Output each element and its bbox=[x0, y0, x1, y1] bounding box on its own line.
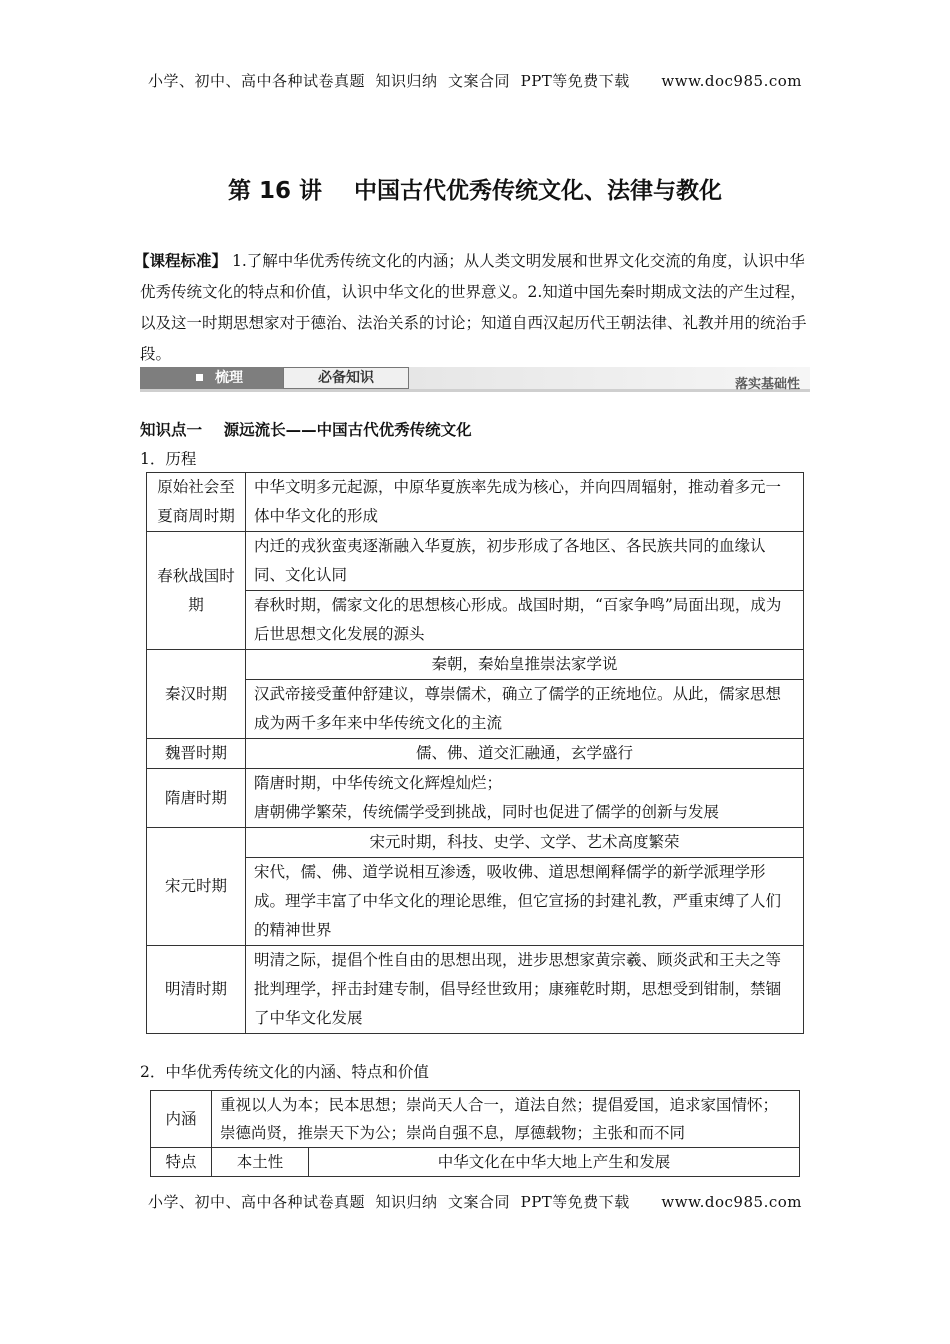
banner-tag bbox=[140, 367, 283, 389]
page-title: 第 16 讲 中国古代优秀传统文化、法律与教化 bbox=[227, 178, 723, 204]
row-label-cell: 特点 bbox=[151, 1148, 212, 1177]
period-cell: 隋唐时期 bbox=[147, 769, 246, 828]
table-row bbox=[151, 1091, 800, 1148]
period-cell: 明清时期 bbox=[147, 946, 246, 1034]
table-row bbox=[147, 828, 804, 858]
table-row bbox=[147, 591, 804, 650]
table-row bbox=[147, 946, 804, 1034]
connotation-table bbox=[150, 1090, 800, 1177]
square-bullet-icon bbox=[196, 374, 203, 381]
period-cell: 春秋战国时期 bbox=[147, 532, 246, 650]
table-row bbox=[147, 532, 804, 591]
section-banner bbox=[140, 367, 810, 393]
feature-name-cell: 本土性 bbox=[212, 1148, 309, 1177]
period-cell: 魏晋时期 bbox=[147, 739, 246, 769]
table-row bbox=[147, 858, 804, 946]
table-row bbox=[147, 769, 804, 828]
content-cell: 秦朝，秦始皇推崇法家学说 bbox=[246, 650, 804, 680]
course-standard bbox=[134, 246, 820, 370]
content-cell: 重视以人为本；民本思想；崇尚天人合一，道法自然；提倡爱国，追求家国情怀；崇德尚贤，推崇天下为公；崇尚自强不息，厚德载物；主张和而不同 bbox=[212, 1091, 800, 1148]
section-heading-history: 1．历程 bbox=[140, 450, 197, 468]
row-label-cell: 内涵 bbox=[151, 1091, 212, 1148]
content-cell: 汉武帝接受董仲舒建议，尊崇儒术，确立了儒学的正统地位。从此，儒家思想成为两千多年来中华传统文化的主流 bbox=[246, 680, 804, 739]
content-cell: 明清之际，提倡个性自由的思想出现，进步思想家黄宗羲、顾炎武和王夫之等批判理学，抨击封建专制，倡导经世致用；康雍乾时期，思想受到钳制，禁锢了中华文化发展 bbox=[246, 946, 804, 1034]
content-cell: 春秋时期，儒家文化的思想核心形成。战国时期，“百家争鸣”局面出现，成为后世思想文化发展的源头 bbox=[246, 591, 804, 650]
course-standard-text: 1.了解中华优秀传统文化的内涵；从人类文明发展和世界文化交流的角度，认识中华优秀传统文化的特点和价值，认识中华文化的世界意义。2.知道中国先秦时期成文法的产生过程，以及这一时期思想家对于德治、法治关系的讨论；知道自西汉起历代王朝法律、礼教并用的统治手段。 bbox=[140, 252, 807, 363]
banner-box: 必备知识 bbox=[283, 367, 409, 389]
content-cell bbox=[246, 769, 804, 828]
page-footer: 小学、初中、高中各种试卷真题 知识归纳 文案合同 PPT等免费下载 www.doc985.com bbox=[147, 1193, 802, 1211]
period-cell: 原始社会至夏商周时期 bbox=[147, 473, 246, 532]
period-cell: 宋元时期 bbox=[147, 828, 246, 946]
table-row bbox=[147, 473, 804, 532]
table-row bbox=[147, 650, 804, 680]
table-row bbox=[151, 1148, 800, 1177]
banner-tag-label: 梳理 bbox=[215, 370, 243, 386]
content-cell: 宋元时期，科技、史学、文学、艺术高度繁荣 bbox=[246, 828, 804, 858]
table-row bbox=[147, 680, 804, 739]
section-heading-connotation: 2．中华优秀传统文化的内涵、特点和价值 bbox=[140, 1063, 429, 1081]
banner-right-label: 落实基础性 bbox=[734, 377, 800, 392]
content-cell: 中华文化在中华大地上产生和发展 bbox=[309, 1148, 800, 1177]
content-line: 唐朝佛学繁荣，传统儒学受到挑战，同时也促进了儒学的创新与发展 bbox=[254, 803, 720, 821]
history-table bbox=[146, 472, 804, 1034]
content-cell: 内迁的戎狄蛮夷逐渐融入华夏族，初步形成了各地区、各民族共同的血缘认同、文化认同 bbox=[246, 532, 804, 591]
content-cell: 宋代，儒、佛、道学说相互渗透，吸收佛、道思想阐释儒学的新学派理学形成。理学丰富了中华文化的理论思维，但它宣扬的封建礼教，严重束缚了人们的精神世界 bbox=[246, 858, 804, 946]
content-cell: 儒、佛、道交汇融通，玄学盛行 bbox=[246, 739, 804, 769]
table-row bbox=[147, 739, 804, 769]
content-cell: 中华文明多元起源，中原华夏族率先成为核心，并向四周辐射，推动着多元一体中华文化的形成 bbox=[246, 473, 804, 532]
period-cell: 秦汉时期 bbox=[147, 650, 246, 739]
page-header: 小学、初中、高中各种试卷真题 知识归纳 文案合同 PPT等免费下载 www.doc985.com bbox=[147, 72, 802, 90]
course-standard-label: 【课程标准】 bbox=[134, 252, 228, 270]
knowledge-point-heading: 知识点一 源远流长——中国古代优秀传统文化 bbox=[140, 421, 472, 439]
content-line: 隋唐时期，中华传统文化辉煌灿烂； bbox=[254, 774, 503, 792]
